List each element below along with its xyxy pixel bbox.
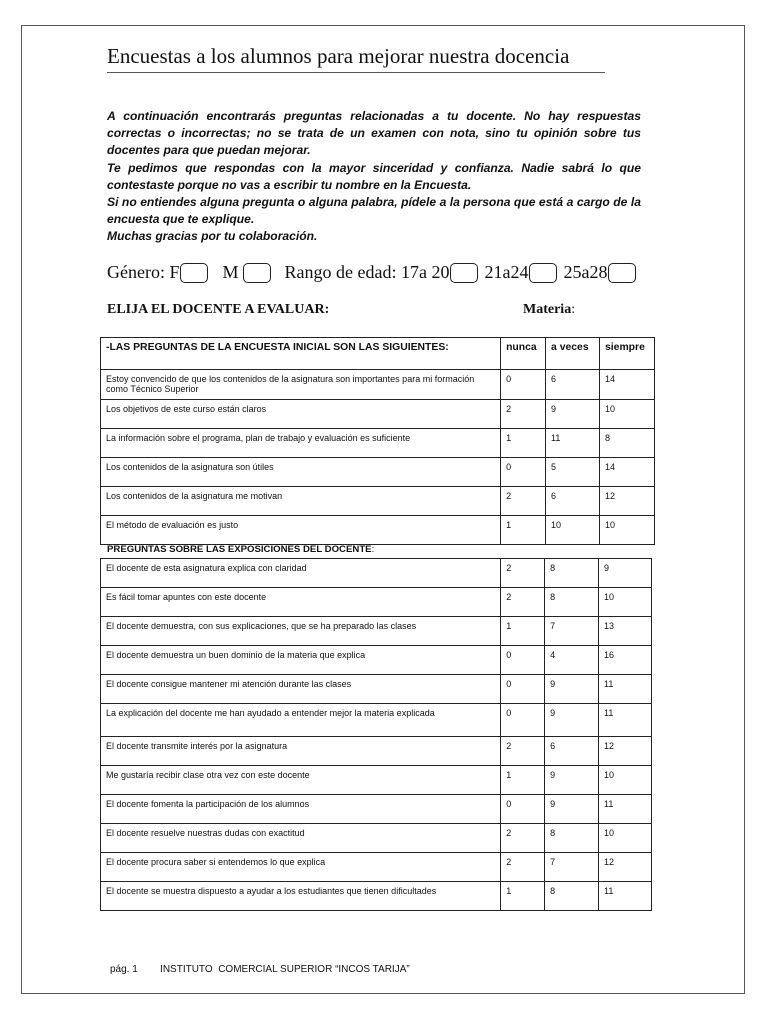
section-heading-text: PREGUNTAS SOBRE LAS EXPOSICIONES DEL DOCENTE — [107, 544, 372, 555]
nunca-cell: 1 — [501, 882, 545, 911]
table-row — [101, 458, 655, 487]
table-row — [101, 487, 655, 516]
table-row — [101, 704, 652, 737]
section-heading-colon: : — [371, 544, 375, 555]
intro-paragraph: A continuación encontrarás preguntas relacionadas a tu docente. No hay respuestas correctas o incorrectas; no se trata de un examen con nota, sino tu opinión sobre tus docentes para que puedan mejorar. — [107, 109, 641, 158]
demographics-line — [107, 262, 642, 283]
nunca-cell: 2 — [501, 487, 546, 516]
aveces-cell: 11 — [546, 429, 600, 458]
table-row — [101, 516, 655, 545]
aveces-cell: 6 — [545, 737, 599, 766]
age-range-label: Rango de edad: 17a 20 — [284, 262, 450, 282]
siempre-cell: 10 — [599, 766, 652, 795]
table-row — [101, 795, 652, 824]
question-cell: El método de evaluación es justo — [101, 516, 501, 545]
age-range-2-label: 21a24 — [484, 262, 529, 282]
nunca-cell: 0 — [501, 646, 545, 675]
siempre-cell: 12 — [599, 737, 652, 766]
question-cell: La explicación del docente me han ayudado a entender mejor la materia explicada — [101, 704, 501, 737]
question-cell: El docente resuelve nuestras dudas con exactitud — [101, 824, 501, 853]
exposition-questions-table — [100, 558, 652, 911]
nunca-cell: 0 — [501, 795, 545, 824]
age-range-3-label: 25a28 — [563, 262, 608, 282]
table-row — [101, 588, 652, 617]
question-cell: El docente demuestra un buen dominio de la materia que explica — [101, 646, 501, 675]
nunca-cell: 2 — [501, 588, 545, 617]
question-cell: Los objetivos de este curso están claros — [101, 400, 501, 429]
table-row — [101, 675, 652, 704]
section-heading-exposiciones — [107, 544, 374, 555]
checkbox-age-17-20[interactable] — [450, 263, 478, 283]
siempre-cell: 10 — [599, 588, 652, 617]
nunca-cell: 0 — [501, 675, 545, 704]
table-row — [101, 617, 652, 646]
siempre-cell: 14 — [600, 370, 655, 400]
nunca-cell: 0 — [501, 458, 546, 487]
nunca-cell: 1 — [501, 617, 545, 646]
table-row — [101, 766, 652, 795]
question-cell: Me gustaría recibir clase otra vez con este docente — [101, 766, 501, 795]
genero-label: Género: F — [107, 262, 180, 282]
nunca-cell: 2 — [501, 737, 545, 766]
question-cell: El docente demuestra, con sus explicaciones, que se ha preparado las clases — [101, 617, 501, 646]
aveces-cell: 9 — [545, 675, 599, 704]
nunca-cell: 0 — [501, 370, 546, 400]
siempre-cell: 11 — [599, 675, 652, 704]
intro-paragraph: Si no entiendes alguna pregunta o alguna palabra, pídele a la persona que está a cargo de la encuesta que te explique. — [107, 195, 641, 227]
siempre-cell: 10 — [600, 516, 655, 545]
table-row — [101, 370, 655, 400]
checkbox-female[interactable] — [180, 263, 208, 283]
nunca-cell: 1 — [501, 516, 546, 545]
table-header-row — [101, 338, 655, 370]
nunca-cell: 2 — [501, 400, 546, 429]
aveces-cell: 9 — [546, 400, 600, 429]
table-row — [101, 737, 652, 766]
checkbox-age-25-28[interactable] — [608, 263, 636, 283]
header-siempre: siempre — [600, 338, 655, 370]
page-number: pág. 1 — [110, 964, 138, 975]
siempre-cell: 12 — [600, 487, 655, 516]
siempre-cell: 10 — [600, 400, 655, 429]
nunca-cell: 1 — [501, 429, 546, 458]
question-cell: El docente se muestra dispuesto a ayudar a los estudiantes que tienen dificultades — [101, 882, 501, 911]
aveces-cell: 9 — [545, 704, 599, 737]
checkbox-male[interactable] — [243, 263, 271, 283]
initial-questions-table — [100, 337, 655, 545]
aveces-cell: 8 — [545, 824, 599, 853]
header-aveces: a veces — [546, 338, 600, 370]
siempre-cell: 16 — [599, 646, 652, 675]
page-footer — [110, 964, 410, 975]
question-cell: La información sobre el programa, plan de trabajo y evaluación es suficiente — [101, 429, 501, 458]
question-cell: Los contenidos de la asignatura me motivan — [101, 487, 501, 516]
institution-name: INSTITUTO COMERCIAL SUPERIOR “INCOS TARIJA” — [160, 964, 410, 975]
question-cell: El docente fomenta la participación de los alumnos — [101, 795, 501, 824]
question-cell: El docente de esta asignatura explica con claridad — [101, 559, 501, 588]
nunca-cell: 2 — [501, 853, 545, 882]
siempre-cell: 8 — [600, 429, 655, 458]
siempre-cell: 11 — [599, 882, 652, 911]
question-cell: Es fácil tomar apuntes con este docente — [101, 588, 501, 617]
intro-paragraph: Te pedimos que respondas con la mayor sinceridad y confianza. Nadie sabrá lo que contestaste porque no vas a escribir tu nombre en la Encuesta. — [107, 160, 641, 192]
aveces-cell: 8 — [545, 588, 599, 617]
aveces-cell: 6 — [546, 370, 600, 400]
table-row — [101, 559, 652, 588]
table-row — [101, 646, 652, 675]
intro-paragraph: Muchas gracias por tu colaboración. — [107, 229, 318, 244]
table-row — [101, 853, 652, 882]
siempre-cell: 14 — [600, 458, 655, 487]
nunca-cell: 2 — [501, 559, 545, 588]
nunca-cell: 0 — [501, 704, 545, 737]
siempre-cell: 12 — [599, 853, 652, 882]
question-cell: El docente consigue mantener mi atención durante las clases — [101, 675, 501, 704]
aveces-cell: 7 — [545, 853, 599, 882]
aveces-cell: 8 — [545, 882, 599, 911]
table-row — [101, 882, 652, 911]
nunca-cell: 1 — [501, 766, 545, 795]
siempre-cell: 13 — [599, 617, 652, 646]
aveces-cell: 8 — [545, 559, 599, 588]
table-row — [101, 429, 655, 458]
aveces-cell: 5 — [546, 458, 600, 487]
table-row — [101, 400, 655, 429]
aveces-cell: 9 — [545, 766, 599, 795]
aveces-cell: 10 — [546, 516, 600, 545]
question-cell: El docente procura saber si entendemos lo que explica — [101, 853, 501, 882]
question-cell: Estoy convencido de que los contenidos de la asignatura son importantes para mi formación como Técnico Superior — [101, 370, 501, 400]
nunca-cell: 2 — [501, 824, 545, 853]
aveces-cell: 9 — [545, 795, 599, 824]
title-underline — [107, 72, 605, 73]
checkbox-age-21-24[interactable] — [529, 263, 557, 283]
table-row — [101, 824, 652, 853]
siempre-cell: 11 — [599, 704, 652, 737]
header-nunca: nunca — [501, 338, 546, 370]
siempre-cell: 11 — [599, 795, 652, 824]
m-label: M — [222, 262, 239, 282]
document-title: Encuestas a los alumnos para mejorar nuestra docencia — [107, 44, 570, 68]
question-cell: El docente transmite interés por la asignatura — [101, 737, 501, 766]
intro-text — [107, 108, 641, 246]
choose-teacher-label: ELIJA EL DOCENTE A EVALUAR: — [107, 302, 330, 317]
siempre-cell: 10 — [599, 824, 652, 853]
aveces-cell: 6 — [546, 487, 600, 516]
header-question: -LAS PREGUNTAS DE LA ENCUESTA INICIAL SON LAS SIGUIENTES: — [101, 338, 501, 370]
siempre-cell: 9 — [599, 559, 652, 588]
question-cell: Los contenidos de la asignatura son útiles — [101, 458, 501, 487]
subject-label-text: Materia — [523, 302, 572, 317]
subject-colon: : — [571, 302, 576, 317]
subject-label — [523, 302, 575, 318]
aveces-cell: 4 — [545, 646, 599, 675]
aveces-cell: 7 — [545, 617, 599, 646]
